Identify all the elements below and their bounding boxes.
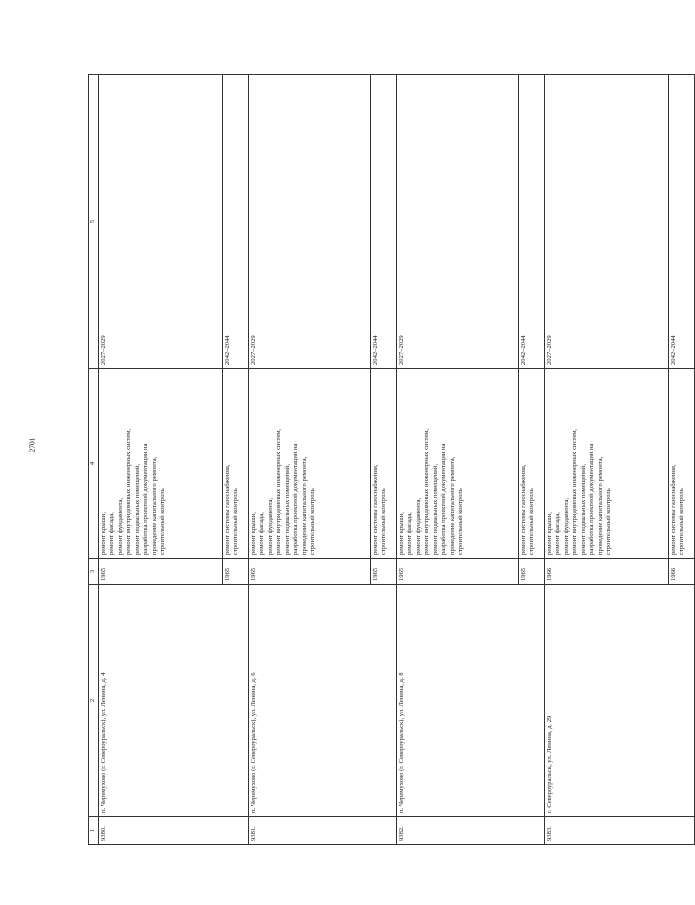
repair-work-item: ремонт фундамента, [414,497,422,555]
building-address: г. Североуральск, ул. Ленина, д. 29 [545,585,695,817]
repair-work-item: ремонт подвальных помещений, [579,464,587,555]
repair-work-item: строительный контроль [232,488,240,555]
repair-period: 2027–2029 [545,75,669,369]
table-row [397,75,519,845]
building-address: п. Черемухово (г. Североуральск), ул. Ленина, д. 8 [397,585,545,817]
repair-work-item: ремонт фасада, [258,512,266,555]
repair-work-item: строительный контроль [457,488,465,555]
repair-work-item: ремонт внутридомовых инженерных систем, [571,428,579,555]
repair-work-item: разработка проектной документации на [588,443,596,555]
table-row [99,75,223,845]
repair-work-item: ремонт фундамента, [562,497,570,555]
repair-work-item: строительный контроль [309,488,317,555]
repair-work-item: разработка проектной документации на [142,443,150,555]
table-row [249,75,371,845]
repair-period: 2042–2044 [371,75,397,369]
table-header-row [89,75,99,845]
repair-period: 2042–2044 [519,75,545,369]
rotated-table-wrapper [88,75,686,845]
repair-period: 2027–2029 [249,75,371,369]
repair-works [99,369,223,559]
header-col-2: 2 [89,585,99,817]
repair-work-item: ремонт системы газоснабжения, [520,464,527,555]
repair-work-item: строительный контроль [528,488,536,555]
header-col-5: 5 [89,75,99,369]
header-col-1: 1 [89,817,99,845]
row-number: 9381. [249,817,397,845]
repair-schedule-table [88,74,695,845]
repair-work-item: ремонт крыши, [546,512,553,555]
header-col-3: 3 [89,559,99,585]
repair-work-item: ремонт подвальных помещений, [283,464,291,555]
repair-works [397,369,519,559]
repair-work-item: проведение капитального ремонта, [300,456,308,555]
construction-year: 1965 [371,559,397,585]
repair-work-item: проведение капитального ремонта, [150,456,158,555]
repair-work-item: ремонт крыши, [250,512,257,555]
table-body [99,75,695,845]
table-row [545,75,669,845]
repair-work-item: проведение капитального ремонта, [596,456,604,555]
building-address: п. Черемухово (г. Североуральск), ул. Ленина, д. 4 [99,585,249,817]
repair-work-item: строительный контроль [678,488,686,555]
repair-period: 2042–2044 [223,75,249,369]
repair-work-item: ремонт подвальных помещений, [431,464,439,555]
repair-work-item: строительный контроль [159,488,167,555]
construction-year: 1965 [519,559,545,585]
repair-work-item: ремонт фасада, [406,512,414,555]
page-number: 2701 [27,437,37,453]
repair-period: 2027–2029 [99,75,223,369]
repair-work-item: ремонт внутридомовых инженерных систем, [423,428,431,555]
repair-work-item: ремонт системы газоснабжения, [670,464,677,555]
repair-work-item: ремонт подвальных помещений, [133,464,141,555]
repair-work-item: ремонт фасада, [554,512,562,555]
repair-works [519,369,545,559]
repair-work-item: ремонт фасада, [108,512,116,555]
repair-work-item: ремонт системы газоснабжения, [224,464,231,555]
repair-works [371,369,397,559]
repair-work-item: ремонт фундамента, [266,497,274,555]
repair-works [669,369,695,559]
row-number: 9380. [99,817,249,845]
repair-work-item: строительный контроль [605,488,613,555]
repair-works [249,369,371,559]
repair-works [223,369,249,559]
repair-work-item: разработка проектной документации на [440,443,448,555]
repair-period: 2042–2044 [669,75,695,369]
repair-work-item: ремонт крыши, [398,512,405,555]
repair-work-item: проведение капитального ремонта, [448,456,456,555]
building-address: п. Черемухово (г. Североуральск), ул. Ленина, д. 6 [249,585,397,817]
header-col-4: 4 [89,369,99,559]
row-number: 9382. [397,817,545,845]
construction-year: 1965 [249,559,371,585]
repair-work-item: ремонт системы газоснабжения, [372,464,379,555]
construction-year: 1966 [669,559,695,585]
repair-work-item: ремонт внутридомовых инженерных систем, [125,428,133,555]
repair-period: 2027–2029 [397,75,519,369]
construction-year: 1965 [99,559,223,585]
repair-work-item: строительный контроль [380,488,388,555]
construction-year: 1965 [397,559,519,585]
construction-year: 1966 [545,559,669,585]
repair-works [545,369,669,559]
repair-work-item: ремонт крыши, [100,512,107,555]
row-number: 9383. [545,817,695,845]
construction-year: 1965 [223,559,249,585]
repair-work-item: разработка проектной документации на [292,443,300,555]
repair-work-item: ремонт внутридомовых инженерных систем, [275,428,283,555]
repair-work-item: ремонт фундамента, [116,497,124,555]
